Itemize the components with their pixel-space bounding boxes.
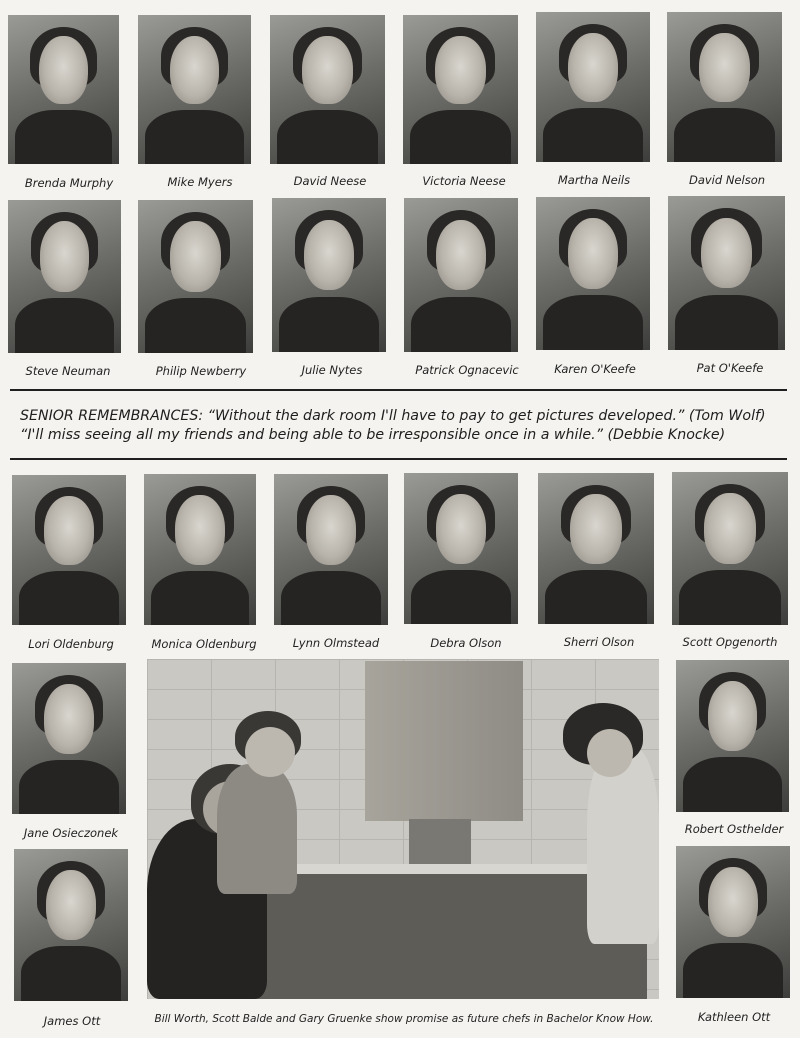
student-name: David Nelson bbox=[688, 173, 766, 187]
portrait-photo bbox=[676, 660, 789, 812]
divider-top bbox=[10, 389, 787, 391]
student-name: Patrick Ognacevic bbox=[415, 363, 519, 377]
student-name: Mike Myers bbox=[167, 175, 233, 189]
portrait-photo bbox=[668, 196, 785, 350]
student-name: Karen O'Keefe bbox=[554, 362, 636, 376]
portrait-photo bbox=[667, 12, 782, 162]
portrait-photo bbox=[403, 15, 518, 164]
portrait-photo bbox=[672, 472, 788, 625]
group-photo-caption: Bill Worth, Scott Balde and Gary Gruenke show promise as future chefs in Bachelor Know How. bbox=[154, 1013, 654, 1025]
portrait-photo bbox=[538, 473, 654, 624]
portrait-photo bbox=[270, 15, 385, 164]
portrait-photo bbox=[12, 663, 126, 814]
portrait-photo bbox=[274, 474, 388, 625]
portrait-photo bbox=[14, 849, 128, 1001]
student-name: Brenda Murphy bbox=[24, 176, 114, 190]
student-name: Pat O'Keefe bbox=[696, 361, 764, 375]
student-name: Robert Osthelder bbox=[684, 822, 784, 836]
student-name: David Neese bbox=[293, 174, 367, 188]
student-name: Jane Osieczonek bbox=[23, 826, 119, 840]
student-name: James Ott bbox=[43, 1014, 101, 1028]
portrait-photo bbox=[272, 198, 386, 352]
portrait-photo bbox=[12, 475, 126, 625]
student-name: Julie Nytes bbox=[301, 363, 363, 377]
student-name: Lynn Olmstead bbox=[292, 636, 380, 650]
portrait-photo bbox=[144, 474, 256, 625]
portrait-photo bbox=[536, 12, 650, 162]
student-name: Monica Oldenburg bbox=[151, 637, 257, 651]
portrait-photo bbox=[404, 198, 518, 352]
student-name: Scott Opgenorth bbox=[682, 635, 778, 649]
student-name: Debra Olson bbox=[430, 636, 502, 650]
student-name: Lori Oldenburg bbox=[28, 637, 114, 651]
student-name: Sherri Olson bbox=[563, 635, 635, 649]
student-name: Martha Neils bbox=[557, 173, 631, 187]
group-photo bbox=[147, 659, 659, 999]
portrait-photo bbox=[676, 846, 790, 998]
student-name: Philip Newberry bbox=[155, 364, 247, 378]
portrait-photo bbox=[404, 473, 518, 624]
portrait-photo bbox=[8, 200, 121, 353]
portrait-photo bbox=[536, 197, 650, 350]
student-name: Victoria Neese bbox=[422, 174, 506, 188]
portrait-photo bbox=[8, 15, 119, 164]
portrait-photo bbox=[138, 15, 251, 164]
senior-remembrances: SENIOR REMEMBRANCES: “Without the dark room I'll have to pay to get pictures developed.” (Tom Wolf) “I'll miss seeing all my friends and being able to be irresponsible once in a while.” (Debbie Knocke) bbox=[20, 408, 766, 443]
student-name: Kathleen Ott bbox=[697, 1010, 771, 1024]
portrait-photo bbox=[138, 200, 253, 353]
divider-bottom bbox=[10, 458, 787, 460]
student-name: Steve Neuman bbox=[25, 364, 111, 378]
